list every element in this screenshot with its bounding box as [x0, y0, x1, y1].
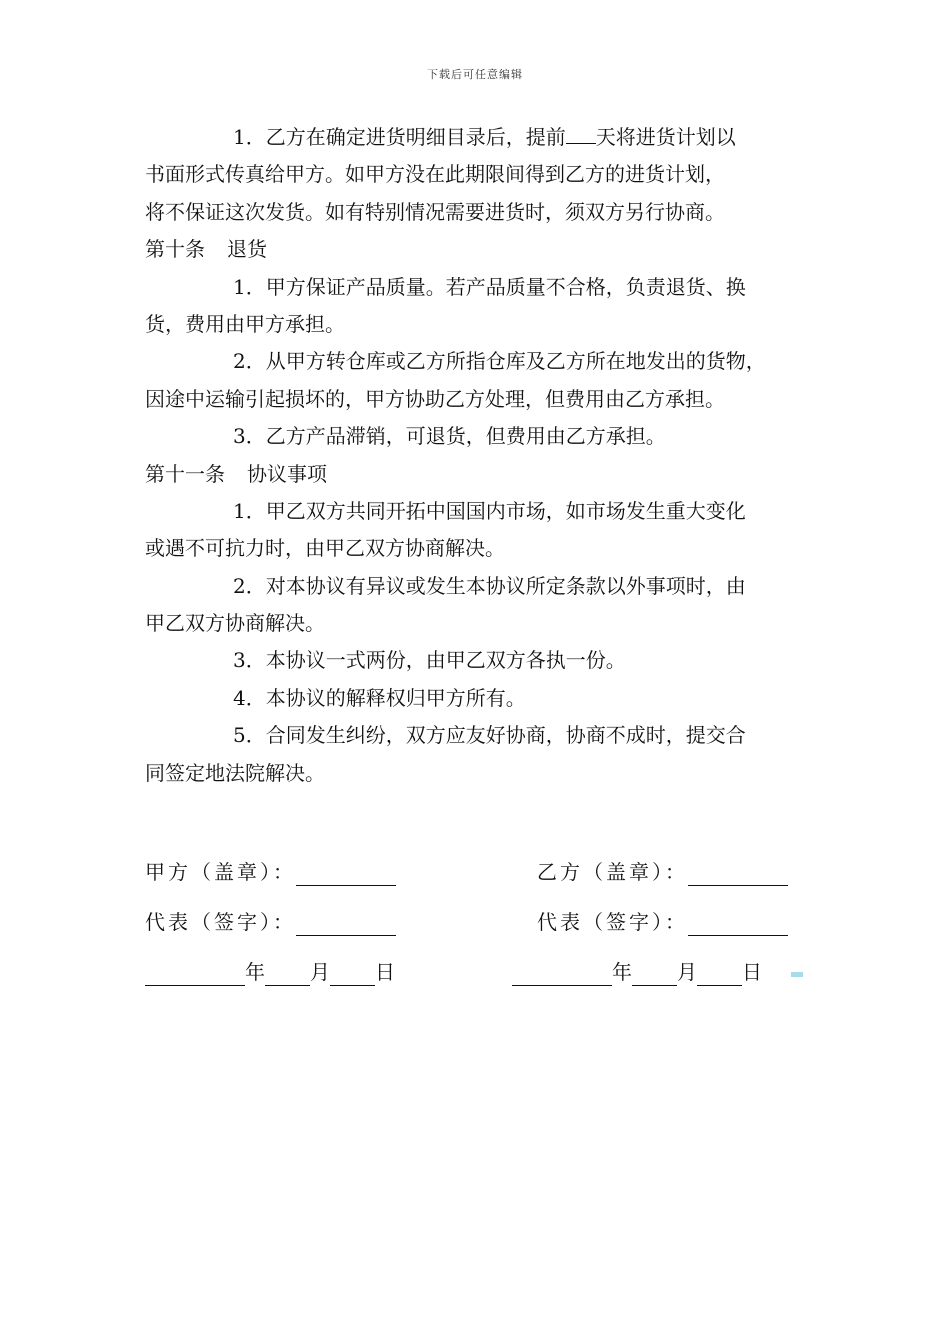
- clause-11-4-line-1: 4．本协议的解释权归甲方所有。: [233, 685, 526, 710]
- year-label: 年: [245, 960, 265, 984]
- para-delivery-plan-line-2: 书面形式传真给甲方。如甲方没在此期限间得到乙方的进货计划，: [145, 162, 725, 187]
- clause-10-3-line-1: 3．乙方产品滞销，可退货，但费用由乙方承担。: [233, 424, 666, 449]
- party-a-seal-label: 甲方（盖章）：: [145, 860, 296, 884]
- year-blank[interactable]: [512, 955, 612, 986]
- party-a-rep: [145, 902, 396, 942]
- clause-10-1-line-1: 1．甲方保证产品质量。若产品质量不合格，负责退货、换: [233, 274, 746, 299]
- clause-11-1-line-1: 1．甲乙双方共同开拓中国国内市场，如市场发生重大变化: [233, 498, 746, 523]
- para-delivery-plan-line-1: [145, 119, 810, 156]
- year-blank[interactable]: [145, 955, 245, 986]
- date-row: [145, 952, 810, 1002]
- party-a-rep-label: 代表（签字）：: [145, 910, 296, 934]
- para-delivery-plan-line-3: 将不保证这次发货。如有特别情况需要进货时，须双方另行协商。: [145, 199, 725, 224]
- clause-11-1-line-2: 或遇不可抗力时，由甲乙双方协商解决。: [145, 536, 505, 561]
- seal-row: [145, 852, 810, 902]
- clause-11-5-line-2: 同签定地法院解决。: [145, 760, 325, 785]
- month-label: 月: [677, 960, 697, 984]
- day-label: 日: [742, 960, 762, 984]
- day-label: 日: [375, 960, 395, 984]
- article-11-heading: [145, 456, 810, 493]
- article-number: 第十条: [145, 237, 205, 262]
- page-header: 下载后可任意编辑: [427, 68, 523, 81]
- clause-10-1-line-2: 货，费用由甲方承担。: [145, 311, 345, 336]
- party-b-rep-label: 代表（签字）：: [537, 910, 688, 934]
- month-label: 月: [310, 960, 330, 984]
- article-title: 协议事项: [247, 461, 327, 486]
- signature-block: [145, 852, 810, 1002]
- month-blank[interactable]: [265, 955, 310, 986]
- clause-10-2-line-2: 因途中运输引起损坏的，甲方协助乙方处理，但费用由乙方承担。: [145, 386, 725, 411]
- party-b-date: [512, 952, 762, 992]
- party-b-rep-blank[interactable]: [688, 905, 788, 936]
- representative-row: [145, 902, 810, 952]
- party-b-rep: [537, 902, 788, 942]
- article-number: 第十一条: [145, 461, 225, 486]
- party-a-seal-blank[interactable]: [296, 855, 396, 886]
- contract-body: [145, 119, 810, 792]
- clause-11-2-line-2: 甲乙双方协商解决。: [145, 611, 325, 636]
- party-b-seal-blank[interactable]: [688, 855, 788, 886]
- clause-11-5-line-1: 5．合同发生纠纷，双方应友好协商，协商不成时，提交合: [233, 723, 746, 748]
- cursor-marker: [791, 972, 803, 977]
- party-a-seal: [145, 852, 396, 892]
- month-blank[interactable]: [632, 955, 677, 986]
- party-b-seal-label: 乙方（盖章）：: [537, 860, 688, 884]
- clause-11-3-line-1: 3．本协议一式两份，由甲乙双方各执一份。: [233, 648, 626, 673]
- article-title: 退货: [227, 237, 267, 262]
- year-label: 年: [612, 960, 632, 984]
- party-b-seal: [537, 852, 788, 892]
- party-a-rep-blank[interactable]: [296, 905, 396, 936]
- text-segment: 天将进货计划以: [595, 125, 736, 149]
- clause-11-2-line-1: 2．对本协议有异议或发生本协议所定条款以外事项时，由: [233, 573, 746, 598]
- day-blank[interactable]: [697, 955, 742, 986]
- day-blank[interactable]: [330, 955, 375, 986]
- clause-10-2-line-1: 2．从甲方转仓库或乙方所指仓库及乙方所在地发出的货物，: [233, 349, 766, 374]
- days-blank: [566, 123, 596, 144]
- text-segment: 1．乙方在确定进货明细目录后，提前: [233, 125, 566, 149]
- party-a-date: [145, 952, 395, 992]
- article-10-heading: [145, 231, 810, 268]
